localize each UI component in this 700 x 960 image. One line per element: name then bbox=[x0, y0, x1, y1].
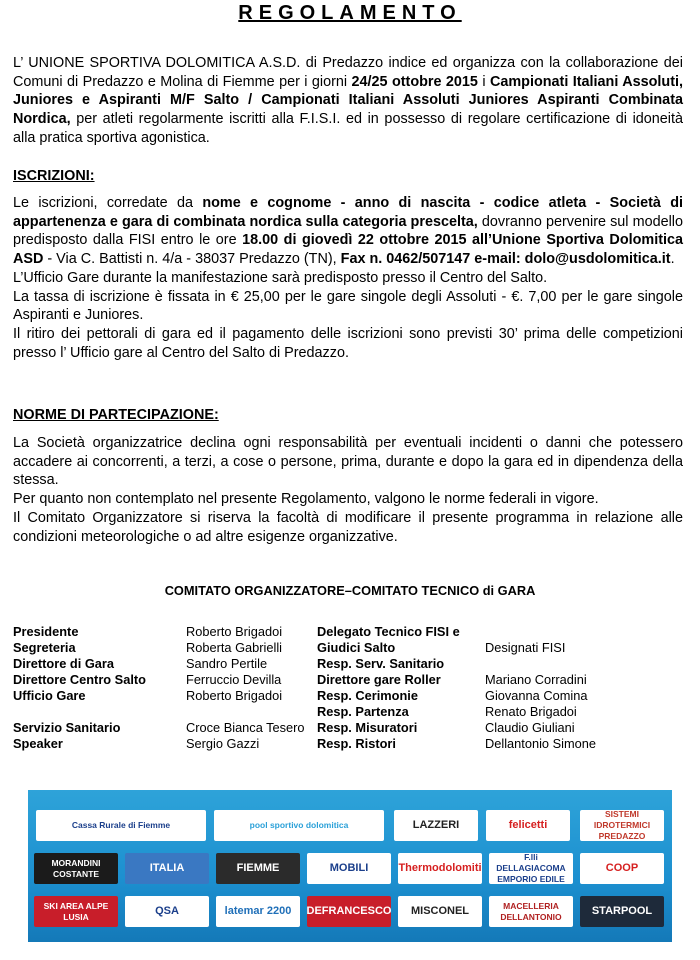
intro-paragraph bbox=[13, 54, 683, 148]
staff-entry: Resp. Ristori bbox=[317, 736, 396, 751]
staff-entry: Giovanna Comina bbox=[485, 688, 588, 703]
intro-segment: i bbox=[477, 73, 490, 90]
staff-entry: Roberto Brigadoi bbox=[186, 688, 283, 703]
staff-entry: Roberto Brigadoi bbox=[186, 624, 283, 639]
sponsor-logo: MACELLERIA DELLANTONIO bbox=[489, 896, 573, 927]
staff-entry: Direttore gare Roller bbox=[317, 672, 441, 687]
sponsor-logo: MOBILI bbox=[307, 853, 391, 884]
sponsor-logo: felicetti bbox=[486, 810, 570, 841]
staff-entry: Servizio Sanitario bbox=[13, 720, 121, 735]
iscrizioni-segment: 18.00 di giovedì 22 ottobre 2015 all’Unione Sportiva Dolomitica ASD bbox=[13, 232, 683, 268]
staff-right-roles bbox=[317, 624, 460, 752]
staff-entry: Presidente bbox=[13, 624, 79, 639]
staff-entry: Resp. Serv. Sanitario bbox=[317, 656, 445, 671]
iscrizioni-heading: ISCRIZIONI: bbox=[13, 168, 95, 184]
staff-entry: Claudio Giuliani bbox=[485, 720, 575, 735]
staff-entry: Resp. Misuratori bbox=[317, 720, 418, 735]
staff-entry: Delegato Tecnico FISI e bbox=[317, 624, 460, 639]
iscrizioni-segment: - Via C. Battisti n. 4/a - 38037 Predazzo (TN), bbox=[43, 251, 341, 268]
norme-heading: NORME DI PARTECIPAZIONE: bbox=[13, 407, 219, 423]
staff-entry: Giudici Salto bbox=[317, 640, 396, 655]
staff-entry: Dellantonio Simone bbox=[485, 736, 596, 751]
sponsor-logo: STARPOOL bbox=[580, 896, 664, 927]
iscrizioni-paragraph bbox=[13, 194, 683, 362]
staff-entry: Direttore di Gara bbox=[13, 656, 114, 671]
staff-entry bbox=[485, 656, 596, 672]
staff-entry: Speaker bbox=[13, 736, 63, 751]
sponsor-logo: DEFRANCESCO bbox=[307, 896, 391, 927]
iscrizioni-segment: Le iscrizioni, corredate da bbox=[13, 195, 203, 211]
intro-segment: L’ UNIONE SPORTIVA DOLOMITICA A.S.D. di Predazzo indice ed organizza con la collaborazione dei Comuni di Predazzo e Molina di Fiemme per i giorni bbox=[13, 55, 683, 90]
iscrizioni-segment: . bbox=[670, 251, 675, 268]
staff-entry: Resp. Cerimonie bbox=[317, 688, 418, 703]
intro-segment: Campionati Italiani Assoluti, Juniores e Aspiranti M/F Salto / Campionati Italiani Assoluti Juniores Aspiranti Combinata Nordica, bbox=[13, 73, 683, 128]
staff-entry bbox=[13, 704, 146, 720]
iscrizioni-segment: La tassa di iscrizione è fissata in € 25,00 per le gare singole degli Assoluti - €. 7,00 per le gare singole Aspiranti e Juniores. bbox=[13, 288, 683, 324]
norme-segment: Per quanto non contemplato nel presente Regolamento, valgono le norme federali in vigore. bbox=[13, 491, 599, 508]
iscrizioni-segment: L’Ufficio Gare durante la manifestazione sarà predisposto presso il Centro del Salto. bbox=[13, 269, 548, 286]
sponsor-logo: LAZZERI bbox=[394, 810, 478, 841]
sponsor-logo: Thermodolomiti bbox=[398, 853, 482, 884]
staff-entry: Sergio Gazzi bbox=[186, 736, 260, 751]
sponsor-logo: pool sportivo dolomitica bbox=[214, 810, 384, 841]
norme-segment: Il Comitato Organizzatore si riserva la facoltà di modificare il presente programma in relazione alle condizioni meteorologiche o ad altre esigenze organizzative. bbox=[13, 509, 683, 545]
page-title: REGOLAMENTO bbox=[238, 2, 462, 24]
staff-left-names bbox=[186, 624, 305, 752]
staff-entry: Renato Brigadoi bbox=[485, 704, 577, 719]
staff-entry bbox=[485, 624, 596, 640]
staff-entry: Resp. Partenza bbox=[317, 704, 409, 719]
iscrizioni-segment: Il ritiro dei pettorali di gara ed il pagamento delle iscrizioni sono previsti 30’ prima delle competizioni presso l’ Ufficio gare al Centro del Salto di Predazzo. bbox=[13, 325, 683, 361]
iscrizioni-segment: dovranno pervenire sul modello predisposto dalla FISI entro le ore bbox=[13, 213, 683, 249]
sponsor-logo: latemar 2200 bbox=[216, 896, 300, 927]
staff-entry: Ufficio Gare bbox=[13, 688, 86, 703]
staff-entry bbox=[186, 704, 305, 720]
norme-segment: La Società organizzatrice declina ogni responsabilità per eventuali incidenti o danni che potessero accadere ai concorrenti, a terzi, a cose o persone, prima, durante e dopo la gara ed in dipendenza della stessa. bbox=[13, 435, 683, 489]
intro-segment: per atleti regolarmente iscritti alla F.I.S.I. ed in possesso di regolare certificazione di idoneità alla pratica sportiva agonistica. bbox=[13, 111, 683, 146]
staff-left-roles bbox=[13, 624, 146, 752]
sponsor-logo: FIEMME bbox=[216, 853, 300, 884]
norme-paragraph bbox=[13, 434, 683, 546]
sponsor-logo: Cassa Rurale di Fiemme bbox=[36, 810, 206, 841]
sponsor-logo: F.lli DELLAGIACOMA EMPORIO EDILE bbox=[489, 853, 573, 884]
staff-entry: Designati FISI bbox=[485, 640, 566, 655]
staff-entry: Ferruccio Devilla bbox=[186, 672, 282, 687]
sponsor-logo: MORANDINI COSTANTE bbox=[34, 853, 118, 884]
sponsor-logo: QSA bbox=[125, 896, 209, 927]
staff-entry: Croce Bianca Tesero bbox=[186, 720, 305, 735]
staff-entry: Roberta Gabrielli bbox=[186, 640, 283, 655]
sponsor-logo: SISTEMI IDROTERMICI PREDAZZO bbox=[580, 810, 664, 841]
sponsor-logo: SKI AREA ALPE LUSIA bbox=[34, 896, 118, 927]
staff-entry: Direttore Centro Salto bbox=[13, 672, 146, 687]
staff-right-names bbox=[485, 624, 596, 752]
intro-segment: 24/25 ottobre 2015 bbox=[351, 73, 478, 90]
sponsor-logo: ITALIA bbox=[125, 853, 209, 884]
iscrizioni-segment: nome e cognome - anno di nascita - codice atleta - Società di appartenenza e gara di combinata nordica sulla categoria prescelta, bbox=[13, 195, 683, 230]
staff-entry: Segreteria bbox=[13, 640, 76, 655]
committee-title: COMITATO ORGANIZZATORE–COMITATO TECNICO di GARA bbox=[164, 583, 536, 598]
sponsor-logo: MISCONEL bbox=[398, 896, 482, 927]
staff-entry: Mariano Corradini bbox=[485, 672, 587, 687]
sponsor-logo: COOP bbox=[580, 853, 664, 884]
sponsor-banner bbox=[28, 790, 672, 942]
staff-entry: Sandro Pertile bbox=[186, 656, 268, 671]
iscrizioni-segment: Fax n. 0462/507147 e-mail: dolo@usdolomitica.it bbox=[340, 251, 671, 268]
